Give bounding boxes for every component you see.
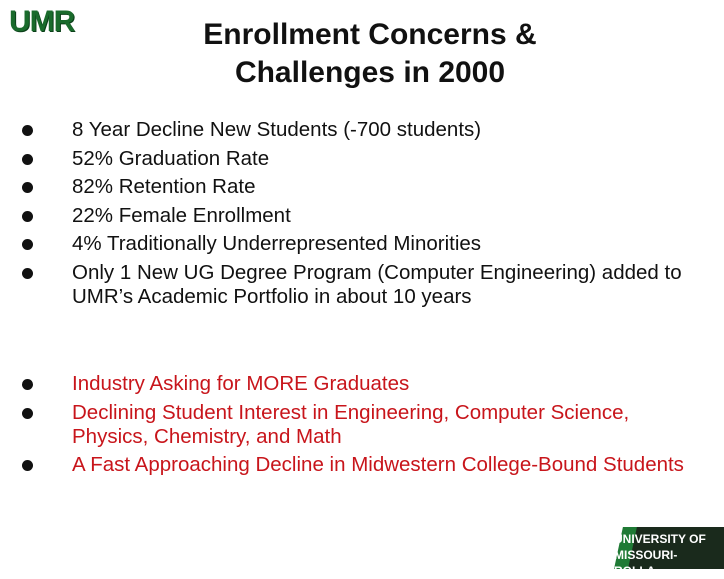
list-item-text: Industry Asking for MORE Graduates — [72, 372, 410, 395]
bullet-icon — [22, 182, 33, 193]
list-item — [20, 453, 710, 477]
slide-title-line-1: Enrollment Concerns & — [203, 18, 537, 51]
bullet-icon — [22, 125, 33, 136]
list-item — [20, 401, 710, 449]
university-logo-line-1: UNIVERSITY OF — [614, 532, 706, 546]
bullet-icon — [22, 460, 33, 471]
university-logo-text — [614, 531, 716, 579]
bullet-icon — [22, 379, 33, 390]
bullet-icon — [22, 268, 33, 279]
slide-title-line-2: Challenges in 2000 — [234, 56, 506, 89]
bullet-icon — [22, 154, 33, 165]
university-logo-line-2: MISSOURI-ROLLA — [614, 548, 678, 578]
list-item-text: Declining Student Interest in Engineering, Computer Science, Physics, Chemistry, and Math — [72, 400, 630, 448]
concerns-list — [20, 118, 710, 313]
list-item-text: 22% Female Enrollment — [72, 203, 291, 227]
bullet-icon — [22, 239, 33, 250]
list-item-text: 4% Traditionally Underrepresented Minorities — [72, 232, 482, 255]
university-logo — [614, 527, 720, 578]
bullet-icon — [22, 408, 33, 419]
list-item — [20, 204, 710, 228]
umr-logo — [0, 0, 100, 44]
list-item-text: 52% Graduation Rate — [72, 146, 270, 170]
list-item — [20, 232, 710, 256]
list-item-text: 8 Year Decline New Students (-700 students) — [72, 118, 482, 141]
bullet-icon — [22, 211, 33, 222]
list-item-text: Only 1 New UG Degree Program (Computer Engineering) added to UMR’s Academic Portfolio in about 10 years — [72, 260, 682, 308]
list-item — [20, 118, 710, 142]
slide-title — [160, 16, 580, 92]
list-item — [20, 372, 710, 396]
list-item-text: 82% Retention Rate — [72, 175, 256, 198]
challenges-list — [20, 372, 710, 482]
list-item — [20, 261, 710, 309]
list-item — [20, 147, 710, 171]
umr-logo-text: UMR — [9, 5, 75, 38]
list-item — [20, 175, 710, 199]
list-item-text: A Fast Approaching Decline in Midwestern College-Bound Students — [72, 453, 684, 476]
